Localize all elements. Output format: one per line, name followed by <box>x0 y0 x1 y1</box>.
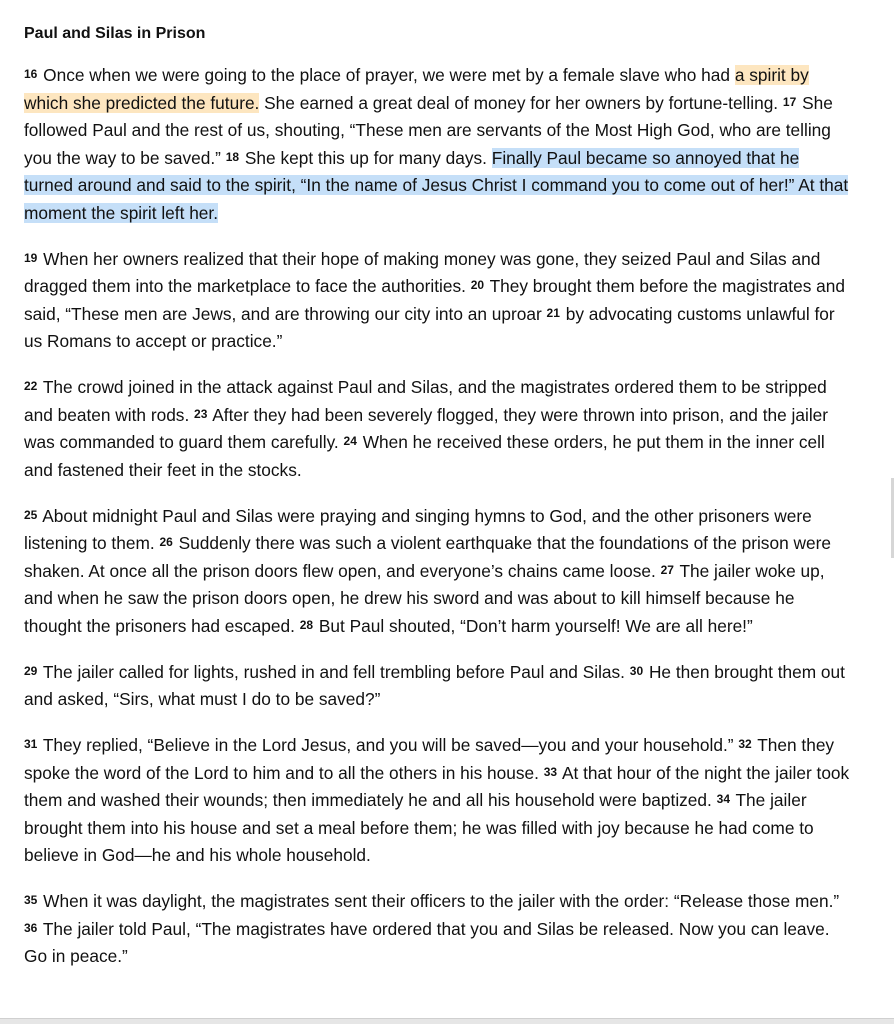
verse-text: They brought them before the magistrates and said, “These men are Jews, and are throwing our city into an uproar <box>24 276 845 324</box>
paragraph <box>24 246 852 356</box>
verse-text: by advocating customs unlawful for us Romans to accept or practice.” <box>24 303 835 351</box>
highlighted-text-blue: Finally Paul became so annoyed that he turned around and said to the spirit, “In the name of Jesus Christ I command you to come out of her!” At that moment the spirit left her. <box>24 147 849 223</box>
verse-number: 19 <box>24 250 38 265</box>
verse-text: When it was daylight, the magistrates sent their officers to the jailer with the order: “Release those men.” <box>43 891 840 911</box>
verse-text: The crowd joined in the attack against Paul and Silas, and the magistrates ordered them to be stripped and beaten with rods. <box>24 377 827 425</box>
paragraph <box>24 888 852 971</box>
verse-number: 27 <box>660 562 674 577</box>
verse-number: 29 <box>24 663 38 678</box>
horizontal-scrollbar[interactable] <box>0 1018 894 1024</box>
passage-body <box>24 62 852 971</box>
verse-text: At that hour of the night the jailer took them and washed their wounds; then immediately he and all his household were baptized. <box>24 762 850 810</box>
page-title: Paul and Silas in Prison <box>24 25 206 42</box>
verse-number: 36 <box>24 920 38 935</box>
verse-text: When he received these orders, he put them in the inner cell and fastened their feet in the stocks. <box>24 432 825 480</box>
verse-number: 24 <box>343 434 357 448</box>
paragraph <box>24 659 852 714</box>
verse-number: 21 <box>546 305 560 320</box>
verse-number: 32 <box>738 737 752 751</box>
verse-number: 30 <box>629 663 644 678</box>
verse-number: 33 <box>543 764 558 779</box>
verse-number: 35 <box>24 893 38 907</box>
verse-text: Once when we were going to the place of prayer, we were met by a female slave who had <box>43 65 735 85</box>
verse-text: She kept this up for many days. <box>244 147 492 168</box>
verse-number: 23 <box>194 406 208 421</box>
verse-text: Then they spoke the word of the Lord to him and to all the others in his house. <box>24 735 835 783</box>
verse-text: But Paul shouted, “Don’t harm yourself! We are all here!” <box>318 615 753 636</box>
verse-number: 17 <box>782 94 797 109</box>
paragraph <box>24 732 852 870</box>
paragraph <box>24 503 852 641</box>
verse-text: She earned a great deal of money for her owners by fortune-telling. <box>259 92 783 113</box>
highlighted-text-orange: a spirit by which she predicted the future. <box>24 65 809 113</box>
verse-text: She followed Paul and the rest of us, shouting, “These men are servants of the Most High God, who are telling you the way to be saved.” <box>24 92 833 168</box>
verse-number: 26 <box>159 535 173 549</box>
verse-text: Suddenly there was such a violent earthquake that the foundations of the prison were shaken. At once all the prison doors flew open, and everyone’s chains came loose. <box>24 533 831 581</box>
verse-number: 25 <box>24 507 38 522</box>
verse-number: 34 <box>716 792 730 806</box>
verse-number: 18 <box>225 149 240 164</box>
verse-text: The jailer woke up, and when he saw the prison doors open, he drew his sword and was about to kill himself because he thought the prisoners had escaped. <box>24 560 825 636</box>
verse-number: 31 <box>24 737 38 751</box>
verse-text: When her owners realized that their hope of making money was gone, they seized Paul and Silas and dragged them into the marketplace to face the authorities. <box>24 248 821 296</box>
verse-text: The jailer told Paul, “The magistrates have ordered that you and Silas be released. Now you can leave. Go in peace.” <box>24 918 830 966</box>
paragraph <box>24 374 852 484</box>
verse-text: About midnight Paul and Silas were praying and singing hymns to God, and the other prisoners were listening to them. <box>24 505 812 553</box>
verse-text: The jailer brought them into his house and set a meal before them; he was filled with joy because he had come to believe in God—he and his whole household. <box>24 790 814 865</box>
verse-number: 28 <box>299 617 314 632</box>
verse-number: 20 <box>470 278 485 292</box>
verse-text: He then brought them out and asked, “Sirs, what must I do to be saved?” <box>24 661 845 709</box>
document-page <box>24 20 852 989</box>
verse-text: After they had been severely flogged, they were thrown into prison, and the jailer was commanded to guard them carefully. <box>24 404 829 452</box>
verse-text: They replied, “Believe in the Lord Jesus, and you will be saved—you and your household.” <box>42 735 739 755</box>
verse-number: 16 <box>24 67 38 81</box>
verse-text: The jailer called for lights, rushed in and fell trembling before Paul and Silas. <box>42 661 630 682</box>
verse-number: 22 <box>24 379 38 393</box>
paragraph <box>24 62 852 227</box>
